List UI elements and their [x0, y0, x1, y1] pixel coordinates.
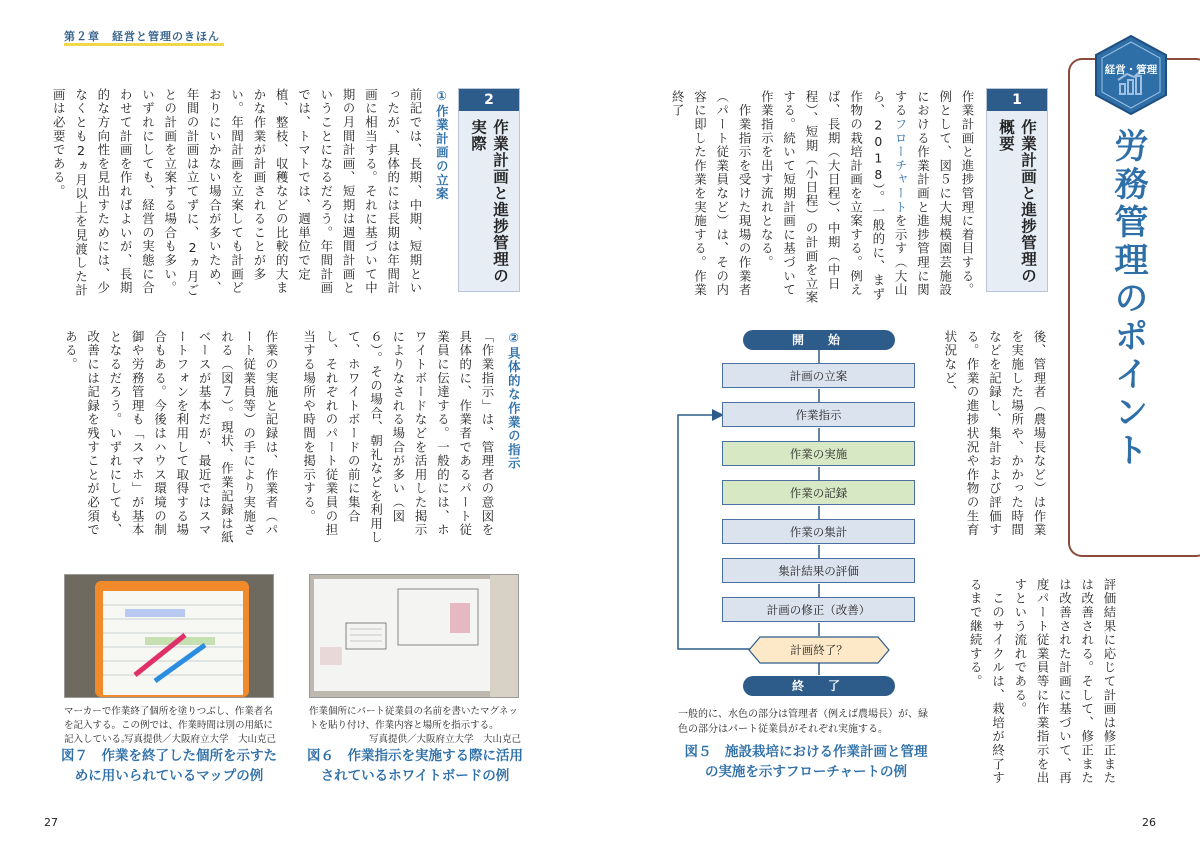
- section-2-heading: [458, 88, 520, 292]
- flowchart-step: 作業指示: [722, 402, 915, 427]
- flowchart-end: 終 了: [743, 676, 895, 696]
- paragraph: 作業指示を受けた現場の作業者（パート従業員など）は、その内容に即した作業を実施する。作業終了: [670, 90, 753, 298]
- figure-6-photo: [309, 574, 519, 698]
- flowchart-step: 集計結果の評価: [722, 558, 915, 583]
- page-title: 労務管理のポイント: [1108, 128, 1148, 470]
- caption-line: されているホワイトボードの例: [320, 768, 510, 784]
- flowchart-start: 開 始: [743, 330, 895, 350]
- badge-label: 経営・管理: [1104, 64, 1158, 76]
- figure-6-caption: [304, 746, 526, 786]
- flowchart-step: 計画の立案: [722, 363, 915, 388]
- figure-7-caption: [56, 746, 282, 786]
- flowchart-decision: 計画終了？: [790, 643, 848, 657]
- figure-7-photo: [64, 574, 274, 698]
- flowchart-step: 作業の実施: [722, 441, 915, 466]
- chapter-underline: [64, 43, 224, 46]
- chapter-header: 第２章 経営と管理のきほん: [64, 30, 220, 43]
- section-number: 1: [987, 89, 1047, 111]
- figure-6-credit: 写真提供／大阪府立大学 大山克己: [368, 734, 521, 745]
- figure-6-description: 作業個所にパート従業員の名前を書いたマグネットを貼り付け、作業内容と場所を指示する。: [309, 706, 518, 731]
- caption-line: 図７ 作業を終了した個所を示すた: [61, 748, 277, 764]
- flowchart-step: 作業の集計: [722, 519, 915, 544]
- figure-7-description: マーカーで作業終了個所を塗りつぶし、作業者名を記入する。この例では、作業時間は別の用紙に記入している。: [64, 706, 274, 745]
- section-title: 作業計画と進捗管理の概要: [997, 119, 1037, 284]
- flowchart-term: フローチャート: [893, 117, 909, 215]
- subsection-1-text: 前記では、長期、中期、短期といったが、具体的には長期は年間計画に相当する。それに基づいて中期の月間計画、短期は週間計画ということになるだろう。年間計画では、トマトでは、週単位で定植、整枝、収穫などの比較的大まかな作業が計画されることが多い。年間計画を立案しても計画どおりにいかない場合が多いため、年間の計画は立てずに、2ヵ月ごとの計画を立案する場合も多い。いずれにしても、経営の実態に合わせて計画を作ればよいが、長期的な方向性を見出すためには、少なくとも2ヵ月以上を見渡した計画は必要である。: [51, 88, 423, 298]
- subsection-2-text-continued: 作業の実施と記録は、作業者（パート従業員等）の手により実施される（図７）。現状、作業記録は紙ベースが基本だが、最近ではスマートフォンを利用して取得する場合もある。今後はハウス環境の制御や労務管理も「スマホ」が基本となるだろう。いずれにしても、改善には記録を残すことが必須である。: [63, 330, 279, 545]
- flowchart-step: 計画の修正（改善）: [722, 597, 915, 622]
- figure-5-caption: [676, 742, 936, 782]
- figure-7-credit: 写真提供／大阪府立大学 大山克己: [123, 734, 276, 745]
- paragraph: 作業計画と進捗管理に着目する。例として、図５に大規模園芸施設における作業計画と進捗管理に関する: [893, 90, 975, 297]
- caption-line: 図６ 作業指示を実施する際に活用: [307, 748, 523, 764]
- subsection-2-text: 「作業指示」は、管理者の意図を具体的に、作業者であるパート従業員に伝達する。一般的には、ホワイトボードなどを活用した掲示によりなされる場合が多い（図６）。その場合、朝礼などを利用して、ホワイトボードの前に集合し、それぞれのパート従業員の担当する場所や時間を掲示する。: [301, 330, 495, 545]
- caption-line: の実施を示すフローチャートの例: [704, 764, 908, 780]
- paragraph: 評価結果に応じて計画は修正または改善される。そして、修正または改善された計画に基づいて、再度パート従業員等に作業指示を出すという流れである。: [1012, 578, 1117, 785]
- section-title: 作業計画と進捗管理の実際: [469, 119, 509, 284]
- subheading-1: ①作業計画の立案: [434, 88, 450, 201]
- section-number: 2: [459, 89, 519, 111]
- paragraph: このサイクルは、栽培が終了するまで継続する。: [968, 578, 1006, 786]
- subheading-2: ②具体的な作業の指示: [506, 330, 522, 471]
- section-1-continued: 後、管理者（農場長など）は作業を実施した場所や、かかった時間などを記録し、集計および評価する。作業の進捗状況や作物の生育状況など、: [942, 330, 1047, 537]
- flowchart-note: 一般的に、水色の部分は管理者（例えば農場長）が、緑色の部分はパート従業員がそれぞれ実施する。: [678, 709, 928, 735]
- page-number-right: 26: [1142, 816, 1156, 829]
- caption-line: めに用いられているマップの例: [74, 768, 264, 784]
- section-1-heading: [986, 88, 1048, 292]
- flowchart-step: 作業の記録: [722, 480, 915, 505]
- caption-line: 図５ 施設栽培における作業計画と管理: [684, 744, 928, 760]
- page-number-left: 27: [44, 816, 58, 829]
- map-clipboard-image: [65, 575, 273, 697]
- whiteboard-image: [310, 575, 518, 697]
- section-1-text: [658, 90, 978, 306]
- section-1-closing: [950, 578, 1120, 788]
- paragraph: を示す（大山ら、2018）。一般的に、まず作物の栽培計画を立案する。例えば、長期（大日程）、中期（中日程）、短期（小日程）の計画を立案する。続いて短期計画に基づいて作業指示を出す流れとなる。: [759, 90, 909, 305]
